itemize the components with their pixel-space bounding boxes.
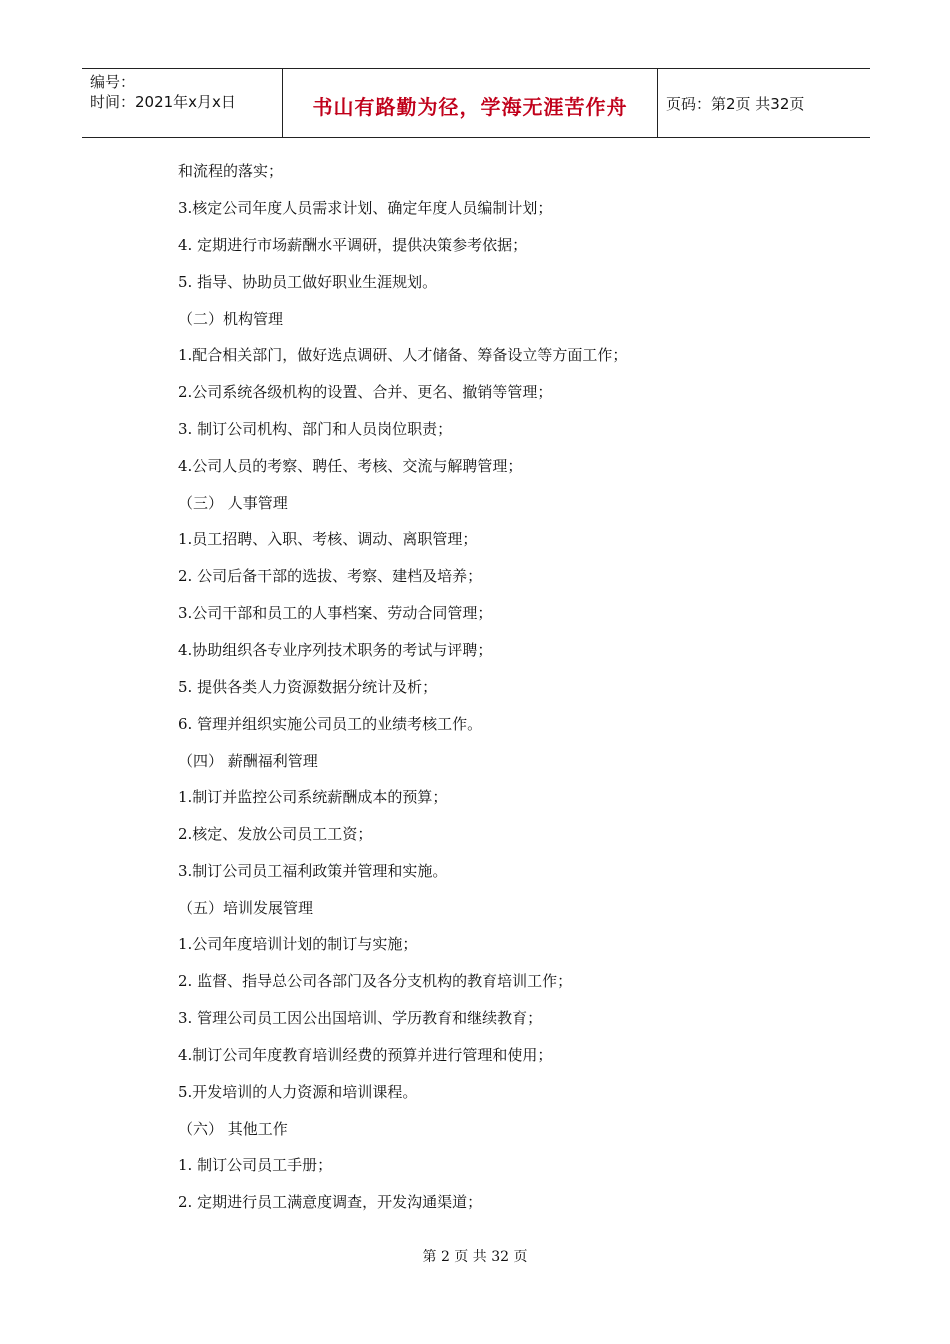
body-line: 4. 定期进行市场薪酬水平调研，提供决策参考依据； [178,236,528,254]
body-line: 1.制订并监控公司系统薪酬成本的预算； [178,788,448,806]
section-heading: （四） 薪酬福利管理 [178,752,318,770]
body-line: 3.制订公司员工福利政策并管理和实施。 [178,862,448,880]
section-heading: （六） 其他工作 [178,1120,288,1138]
body-line: 2. 监督、指导总公司各部门及各分支机构的教育培训工作； [178,972,573,990]
body-line: 1.员工招聘、入职、考核、调动、离职管理； [178,530,478,548]
document-code-label: 编号： [90,73,136,91]
body-line: 1.公司年度培训计划的制订与实施； [178,935,418,953]
section-heading: （三） 人事管理 [178,494,288,512]
document-time-label: 时间：2021年x月x日 [90,93,236,111]
body-line: 2. 定期进行员工满意度调查，开发沟通渠道； [178,1193,483,1211]
body-line: 5. 提供各类人力资源数据分统计及析； [178,678,438,696]
body-line: 2.核定、发放公司员工工资； [178,825,373,843]
body-line: 3.公司干部和员工的人事档案、劳动合同管理； [178,604,493,622]
body-line: 和流程的落实； [178,162,284,180]
body-line: 4.制订公司年度教育培训经费的预算并进行管理和使用； [178,1046,553,1064]
page-header [82,68,870,138]
body-line: 4.协助组织各专业序列技术职务的考试与评聘； [178,641,493,659]
header-motto: 书山有路勤为径，学海无涯苦作舟 [312,95,628,119]
section-heading: （五）培训发展管理 [178,899,314,917]
body-line: 1.配合相关部门，做好选点调研、人才储备、筹备设立等方面工作； [178,346,628,364]
body-line: 2. 公司后备干部的选拔、考察、建档及培养； [178,567,483,585]
body-line: 2.公司系统各级机构的设置、合并、更名、撤销等管理； [178,383,553,401]
body-line: 6. 管理并组织实施公司员工的业绩考核工作。 [178,715,483,733]
body-line: 5.开发培训的人力资源和培训课程。 [178,1083,418,1101]
header-page-number: 页码：第2页 共32页 [666,95,805,113]
body-line: 3. 管理公司员工因公出国培训、学历教育和继续教育； [178,1009,543,1027]
body-line: 3.核定公司年度人员需求计划、确定年度人员编制计划； [178,199,553,217]
body-line: 1. 制订公司员工手册； [178,1156,333,1174]
body-line: 3. 制订公司机构、部门和人员岗位职责； [178,420,453,438]
header-page-cell [657,69,870,137]
body-line: 5. 指导、协助员工做好职业生涯规划。 [178,273,438,291]
header-meta [82,69,282,137]
page-footer: 第 2 页 共 32 页 [422,1249,528,1265]
document-body [178,160,838,1228]
body-line: 4.公司人员的考察、聘任、考核、交流与解聘管理； [178,457,523,475]
section-heading: （二）机构管理 [178,310,284,328]
header-motto-cell [282,69,658,137]
